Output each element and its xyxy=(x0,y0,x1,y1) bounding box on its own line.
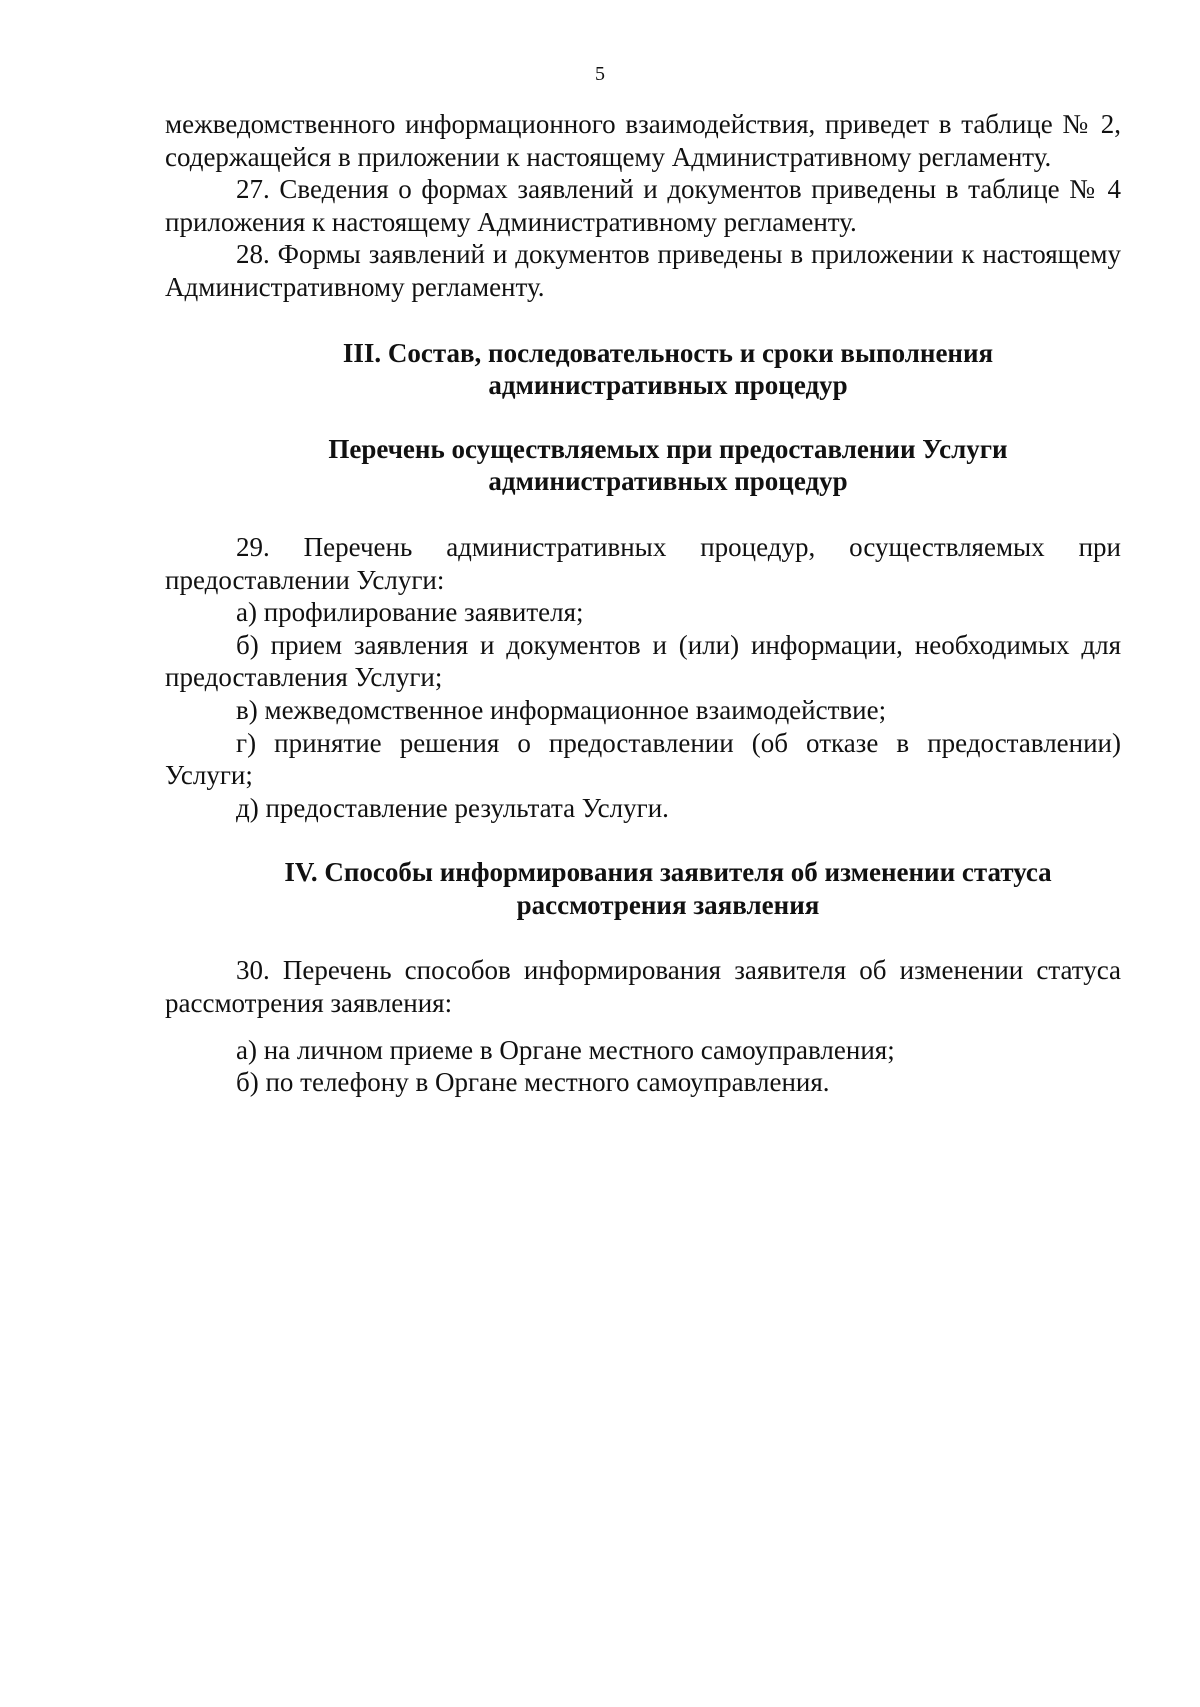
paragraph-30: 30. Перечень способов информирования заявителя об изменении статуса рассмотрения заявления: xyxy=(165,955,1121,1019)
list-item-30-a: а) на личном приеме в Органе местного самоуправления; xyxy=(236,1034,895,1065)
section-4-heading-line-1: IV. Способы информирования заявителя об изменении статуса xyxy=(284,857,1052,888)
document-body xyxy=(165,108,1121,1099)
section-3-subheading xyxy=(165,433,1121,498)
list-item-b: б) прием заявления и документов и (или) информации, необходимых для предоставления Услуги; xyxy=(165,629,1121,693)
page-number: 5 xyxy=(595,63,605,85)
list-item-a: а) профилирование заявителя; xyxy=(236,597,584,628)
section-3-heading xyxy=(165,337,1121,402)
list-item-30-b: б) по телефону в Органе местного самоуправления. xyxy=(236,1067,830,1098)
section-3-subheading-line-2: административных процедур xyxy=(488,466,848,497)
section-4-heading xyxy=(165,856,1121,921)
section-3-heading-line-1: III. Состав, последовательность и сроки выполнения xyxy=(342,337,994,368)
paragraph-27: 27. Сведения о формах заявлений и документов приведены в таблице № 4 приложения к настоящему Административному регламенту. xyxy=(165,174,1121,237)
paragraph-continuation: межведомственного информационного взаимодействия, приведет в таблице № 2, содержащейся в приложении к настоящему Административному регламенту. xyxy=(165,109,1121,172)
paragraph-29: 29. Перечень административных процедур, осуществляемых при предоставлении Услуги: xyxy=(165,531,1121,595)
section-3-subheading-line-1: Перечень осуществляемых при предоставлении Услуги xyxy=(328,433,1008,464)
section-3-heading-line-2: административных процедур xyxy=(488,370,848,401)
list-item-d: д) предоставление результата Услуги. xyxy=(236,792,669,823)
section-4-heading-line-2: рассмотрения заявления xyxy=(516,889,820,920)
list-item-g: г) принятие решения о предоставлении (об отказе в предоставлении) Услуги; xyxy=(165,727,1121,791)
paragraph-28: 28. Формы заявлений и документов приведены в приложении к настоящему Административному регламенту. xyxy=(165,239,1121,302)
list-item-v: в) межведомственное информационное взаимодействие; xyxy=(236,694,887,725)
